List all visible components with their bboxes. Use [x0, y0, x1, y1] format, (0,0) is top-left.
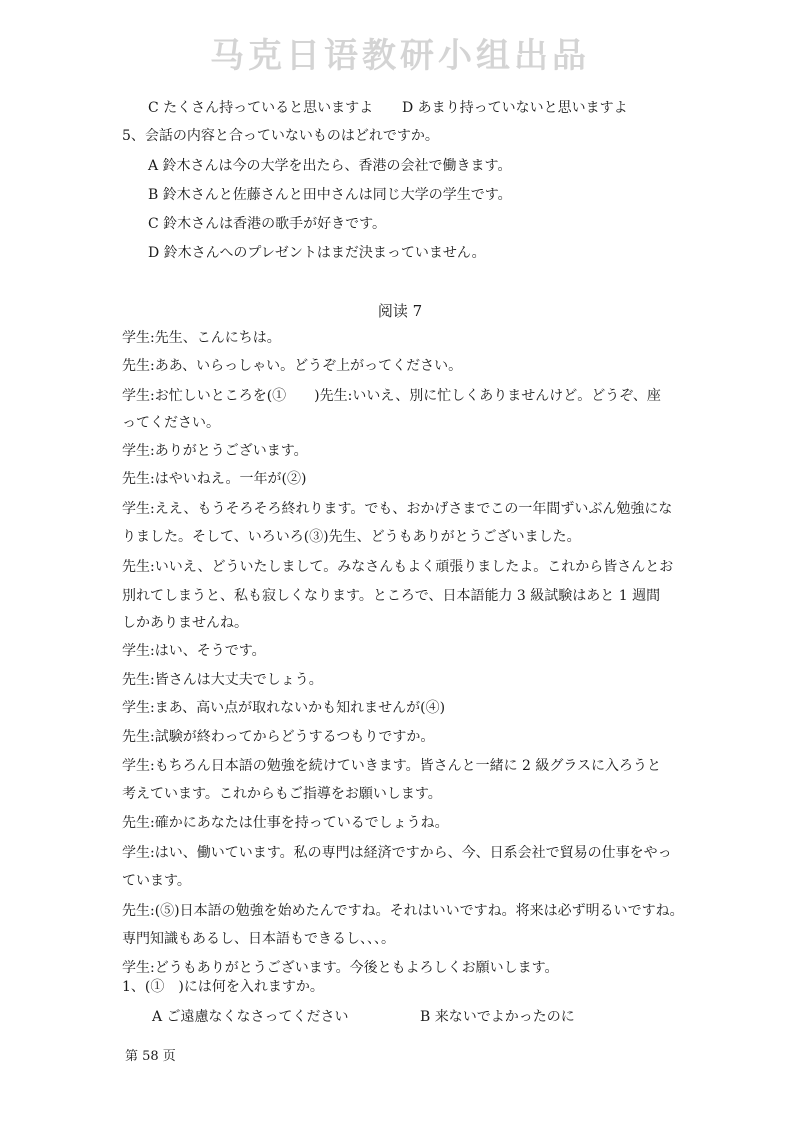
dialogue-line: 考えています。これからもご指導をお願いします。 [122, 786, 442, 802]
choice-c: C たくさん持っていると思いますよ [148, 100, 374, 116]
dialogue-line: 先生:確かにあなたは仕事を持っているでしょうね。 [122, 815, 449, 831]
dialogue-line: 先生:はやいねえ。一年が(②) [122, 471, 307, 487]
question-5: 5、会話の内容と合っていないものはどれですか。 [122, 128, 439, 144]
dialogue-line: 学生:はい、働いています。私の専門は経済ですから、今、日系会社で貿易の仕事をやっ [122, 845, 672, 861]
dialogue-line: 学生:どうもありがとうございます。今後ともよろしくお願いします。 [122, 960, 559, 976]
q1-option-b: B 来ないでよかったのに [420, 1009, 575, 1025]
dialogue-line: 学生:先生、こんにちは。 [122, 330, 281, 346]
q5-option-d: D 鈴木さんへのプレゼントはまだ決まっていません。 [148, 245, 486, 261]
q5-option-b: B 鈴木さんと佐藤さんと田中さんは同じ大学の学生です。 [148, 187, 512, 203]
page-number: 第 58 页 [125, 1049, 176, 1064]
q1-option-a: A ご遠慮なくなさってください [152, 1009, 349, 1025]
choice-d: D あまり持っていないと思いますよ [402, 100, 628, 116]
question-1: 1、(① )には何を入れますか。 [122, 979, 324, 995]
dialogue-line: ってください。 [122, 415, 220, 431]
dialogue-line: りました。そして、いろいろ(③)先生、どうもありがとうございました。 [122, 529, 581, 545]
dialogue-line: 先生:皆さんは大丈夫でしょう。 [122, 672, 323, 688]
dialogue-line: 先生:試験が終わってからどうするつもりですか。 [122, 729, 435, 745]
dialogue-line: 先生:ああ、いらっしゃい。どうぞ上がってください。 [122, 358, 463, 374]
dialogue-line: ています。 [122, 873, 191, 889]
dialogue-line: 学生:まあ、高い点が取れないかも知れませんが(④) [122, 700, 446, 716]
dialogue-line: 専門知識もあるし、日本語もできるし、、、。 [122, 931, 395, 947]
dialogue-line: 別れてしまうと、私も寂しくなります。ところで、日本語能力 3 級試験はあと 1 週間 [122, 588, 661, 604]
dialogue-line: 学生:はい、そうです。 [122, 643, 266, 659]
dialogue-line: しかありませんね。 [122, 615, 248, 631]
watermark: 马克日语教研小组出品 [210, 36, 590, 76]
dialogue-line: 学生:ええ、もうそろそろ終れります。でも、おかげさまでこの一年間ずいぶん勉強にな [122, 501, 673, 517]
dialogue-line: 学生:お忙しいところを(① )先生:いいえ、別に忙しくありませんけど。どうぞ、座 [122, 388, 661, 404]
reading-title: 阅读 7 [377, 302, 423, 320]
dialogue-line: 学生:ありがとうございます。 [122, 443, 308, 459]
dialogue-line: 先生:いいえ、どういたしまして。みなさんもよく頑張りましたよ。これから皆さんとお [122, 559, 674, 575]
dialogue-line: 学生:もちろん日本語の勉強を続けていきます。皆さんと一緒に 2 級グラスに入ろうと [122, 758, 661, 774]
q5-option-c: C 鈴木さんは香港の歌手が好きです。 [148, 216, 387, 232]
dialogue-line: 先生:(⑤)日本語の勉強を始めたんですね。それはいいですね。将来は必ず明るいですね。 [122, 903, 684, 919]
q5-option-a: A 鈴木さんは今の大学を出たら、香港の会社で働きます。 [148, 158, 512, 174]
